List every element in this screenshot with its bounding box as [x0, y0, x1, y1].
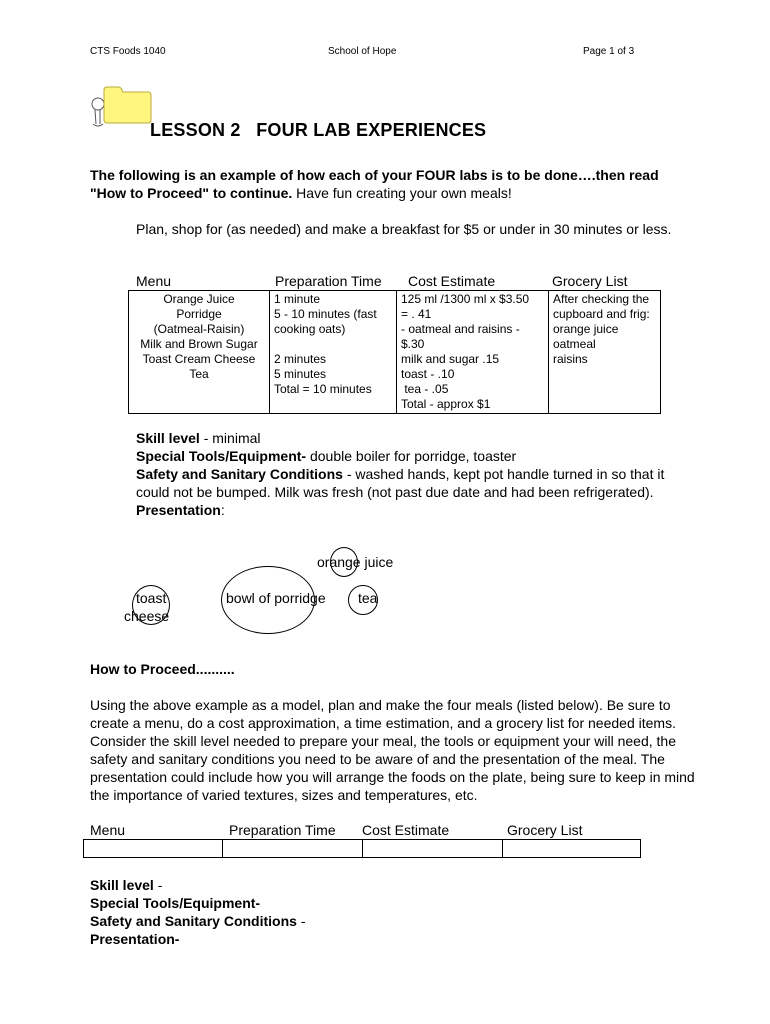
- prep-line: [274, 337, 392, 352]
- blank-prep-cell[interactable]: [223, 840, 363, 858]
- cost-cell: [397, 291, 549, 414]
- menu-item: Porridge: [176, 307, 222, 321]
- menu-item: Toast Cream Cheese: [142, 352, 256, 366]
- cost-line: 125 ml /1300 ml x $3.50: [401, 292, 530, 306]
- page-title: LESSON 2 FOUR LAB EXPERIENCES: [150, 120, 487, 140]
- blank-tools-label: Special Tools/Equipment-: [90, 895, 261, 911]
- blank-presentation-label: Presentation-: [90, 931, 180, 947]
- prep-line: 1 minute: [274, 292, 321, 306]
- cost-line: tea - .05: [401, 382, 449, 396]
- prep-line: cooking oats): [274, 322, 346, 336]
- cost-line: milk and sugar .15: [401, 352, 500, 366]
- prep-line: 2 minutes: [274, 352, 327, 366]
- presentation-value: :: [220, 502, 225, 518]
- safety-label: Safety and Sanitary Conditions: [136, 466, 343, 482]
- safety-conditions: [136, 465, 681, 501]
- menu-item: Orange Juice: [163, 292, 235, 306]
- folder-icon: [88, 84, 154, 130]
- skill-label: Skill level: [136, 430, 200, 446]
- cost-line: = . 41: [401, 307, 432, 321]
- presentation-label: Presentation: [136, 502, 221, 518]
- blank-grocery-cell[interactable]: [503, 840, 641, 858]
- col-prep: Preparation Time: [275, 273, 382, 289]
- blank-col-prep: Preparation Time: [229, 822, 336, 838]
- tools-value: double boiler for porridge, toaster: [306, 448, 517, 464]
- blank-col-grocery: Grocery List: [507, 822, 583, 838]
- grocery-cell: [549, 291, 661, 414]
- cost-line: $.30: [401, 337, 425, 351]
- grocery-line: After checking the: [553, 292, 650, 306]
- grocery-line: cupboard and frig:: [553, 307, 650, 321]
- blank-details: [90, 876, 590, 948]
- intro-paragraph: [90, 166, 680, 202]
- header-school: School of Hope: [328, 46, 397, 57]
- menu-cell: [129, 291, 270, 414]
- blank-safety-label: Safety and Sanitary Conditions: [90, 913, 297, 929]
- blank-safety: [90, 912, 590, 930]
- blank-cost-cell[interactable]: [363, 840, 503, 858]
- col-grocery: Grocery List: [552, 273, 628, 289]
- prep-line: 5 minutes: [274, 367, 327, 381]
- example-details: [136, 429, 681, 519]
- example-task: Plan, shop for (as needed) and make a breakfast for $5 or under in 30 minutes or less.: [136, 221, 672, 237]
- blank-table: [83, 839, 641, 858]
- cost-line: - oatmeal and raisins -: [401, 322, 520, 336]
- intro-normal: Have fun creating your own meals!: [292, 185, 512, 201]
- cheese-label: cheese: [124, 608, 170, 624]
- special-tools: [136, 447, 681, 465]
- prep-cell: [270, 291, 397, 414]
- cost-line: Total - approx $1: [401, 397, 491, 411]
- tools-label: Special Tools/Equipment-: [136, 448, 307, 464]
- col-cost: Cost Estimate: [408, 273, 496, 289]
- grocery-line: oatmeal: [553, 337, 596, 351]
- skill-value: - minimal: [199, 430, 261, 446]
- menu-item: Tea: [189, 367, 209, 381]
- grocery-line: orange juice: [553, 322, 619, 336]
- porridge-label: bowl of porridge: [226, 590, 326, 606]
- header-page: Page 1 of 3: [583, 46, 635, 57]
- orange-juice-label: orange juice: [317, 554, 394, 570]
- presentation: [136, 501, 681, 519]
- blank-safety-value: -: [296, 913, 306, 929]
- toast-label: toast: [136, 590, 167, 606]
- menu-item: Milk and Brown Sugar: [140, 337, 258, 351]
- tea-label: tea: [358, 590, 378, 606]
- header-course: CTS Foods 1040: [90, 46, 166, 57]
- blank-col-cost: Cost Estimate: [362, 822, 450, 838]
- example-table: [128, 290, 661, 414]
- menu-item: (Oatmeal-Raisin): [153, 322, 245, 336]
- cost-line: toast - .10: [401, 367, 455, 381]
- safety-value: - washed hands, kept pot handle turned in so that it could not be bumped. Milk was fresh (not past due date and had been refrigerated).: [136, 466, 665, 500]
- grocery-line: raisins: [553, 352, 588, 366]
- blank-skill-level: [90, 876, 590, 894]
- prep-line: 5 - 10 minutes (fast: [274, 307, 377, 321]
- how-to-proceed-body: Using the above example as a model, plan and make the four meals (listed below). Be sure to create a menu, do a cost approximation, a time estimation, and a grocery list for needed items. Consider the skill level needed to prepare your meal, the tools or equipment your will need, the safety and sanitary conditions you need to be aware of and the presentation of the meal. The presentation could include how you will arrange the foods on the plate, being sure to keep in mind the importance of varied textures, sizes and temperatures, etc.: [90, 697, 695, 803]
- blank-skill-label: Skill level: [90, 877, 154, 893]
- skill-level: [136, 429, 681, 447]
- blank-skill-value: -: [153, 877, 163, 893]
- how-to-proceed-heading: How to Proceed..........: [90, 661, 235, 677]
- blank-col-menu: Menu: [90, 822, 126, 838]
- blank-menu-cell[interactable]: [84, 840, 223, 858]
- intro-bold: The following is an example of how each of your FOUR labs is to be done….then read "How to Proceed" to continue.: [90, 167, 659, 201]
- prep-line: Total = 10 minutes: [274, 382, 372, 396]
- col-menu: Menu: [136, 273, 172, 289]
